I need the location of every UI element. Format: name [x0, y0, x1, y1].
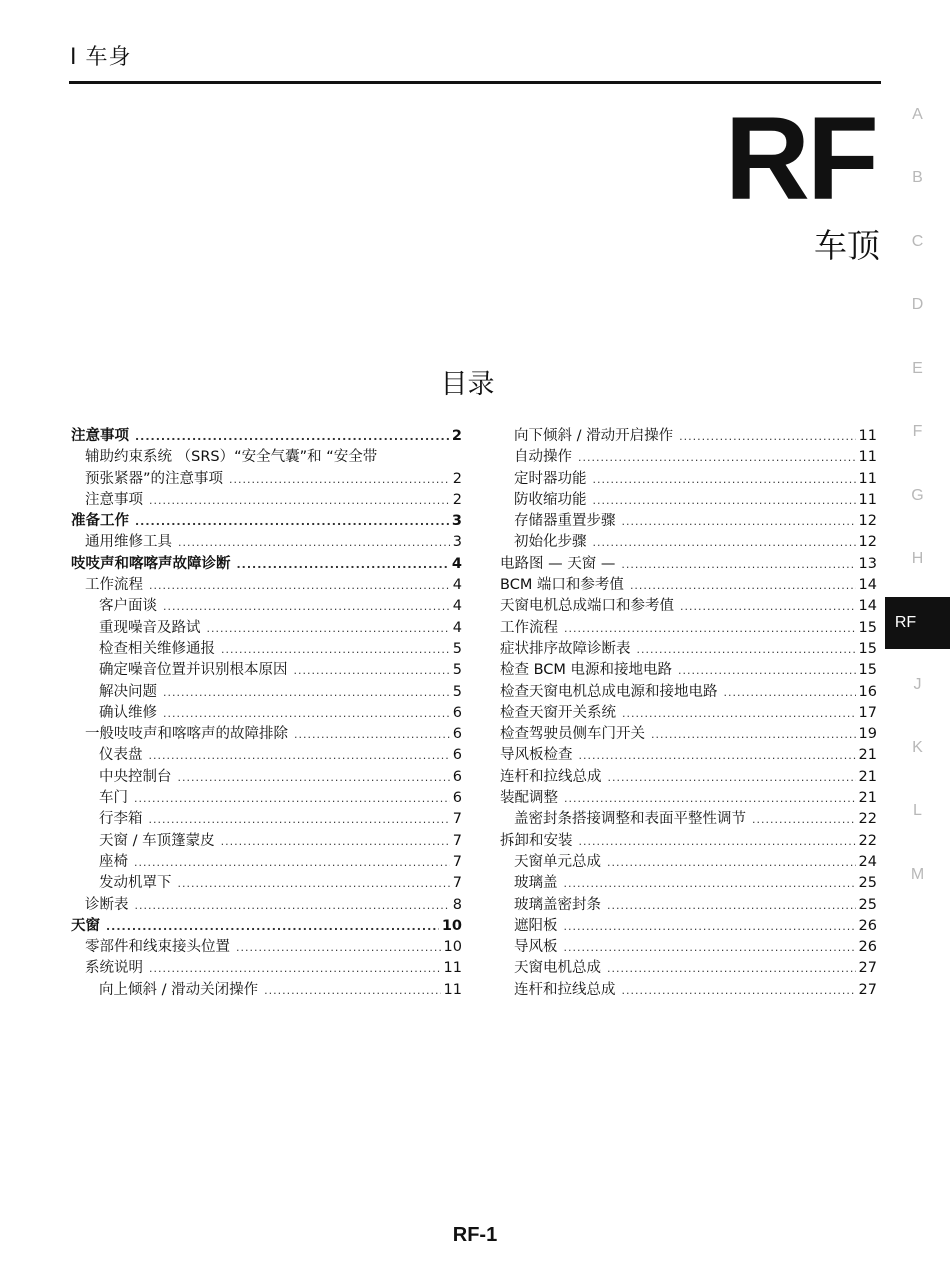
- toc-entry-title: 座椅: [99, 853, 128, 870]
- toc-leader-dots: [621, 554, 855, 575]
- chapter-title: 车顶: [814, 226, 880, 265]
- toc-entry-title: 检查天窗电机总成电源和接地电路: [500, 683, 718, 700]
- toc-leader-dots: [564, 618, 856, 639]
- toc-entry-page: 27: [858, 960, 877, 977]
- toc-entry-title: 症状排序故障诊断表: [500, 640, 631, 657]
- toc-entry-page: 6: [452, 726, 462, 743]
- toc-entry-page: 5: [452, 640, 462, 657]
- toc-leader-dots: [221, 639, 450, 660]
- toc-entry-title: 电路图 — 天窗 —: [500, 555, 616, 572]
- toc-entry-page: 26: [858, 917, 877, 934]
- toc-entry-title: 仪表盘: [99, 747, 143, 764]
- toc-entry-title: 吱吱声和喀喀声故障诊断: [71, 555, 231, 572]
- section-tab-c[interactable]: [885, 216, 950, 268]
- toc-entry[interactable]: [500, 618, 877, 639]
- toc-entry-page: 3: [451, 513, 462, 530]
- toc-entry-title: 玻璃盖: [514, 875, 558, 892]
- toc-entry-title: 天窗: [71, 917, 100, 934]
- toc-entry-page: 16: [858, 683, 877, 700]
- toc-leader-dots: [579, 831, 856, 852]
- toc-entry-page: 4: [452, 619, 462, 636]
- toc-entry-title: BCM 端口和参考值: [500, 577, 624, 594]
- toc-entry-title: 确定噪音位置并识别根本原因: [99, 662, 288, 679]
- toc-entry-title: 发动机罩下: [99, 875, 172, 892]
- toc-entry-page: 25: [858, 875, 877, 892]
- toc-entry-page: 11: [858, 428, 877, 444]
- toc-leader-dots: [264, 980, 440, 1001]
- section-tab-h[interactable]: [885, 533, 950, 585]
- header-divider: [69, 81, 881, 84]
- toc-entry[interactable]: [71, 426, 462, 447]
- section-tab-label: RF: [894, 614, 917, 631]
- toc-entry-page: 11: [858, 470, 877, 487]
- toc-entry[interactable]: [500, 831, 877, 852]
- section-tab-b[interactable]: [885, 152, 950, 204]
- toc-leader-dots: [679, 426, 855, 447]
- toc-entry[interactable]: [500, 682, 877, 703]
- section-tab-rf[interactable]: [885, 597, 950, 649]
- toc-entry-title: 检查相关维修通报: [99, 640, 215, 657]
- toc-leader-dots: [608, 767, 856, 788]
- section-tab-label: J: [913, 676, 922, 693]
- section-tab-m[interactable]: [885, 849, 950, 901]
- toc-entry-page: 2: [451, 428, 462, 444]
- toc-leader-dots: [237, 554, 449, 575]
- toc-entry-title: 准备工作: [71, 513, 129, 530]
- toc-leader-dots: [622, 703, 856, 724]
- toc-entry-title: 自动操作: [514, 449, 572, 466]
- toc-entry[interactable]: [500, 745, 877, 766]
- toc-entry-page: 11: [443, 960, 462, 977]
- section-tab-e[interactable]: [885, 343, 950, 395]
- toc-entry-title: 预张紧器”的注意事项: [85, 470, 224, 487]
- toc-entry-title: 注意事项: [71, 428, 129, 444]
- toc-leader-dots: [564, 937, 856, 958]
- toc-entry[interactable]: [71, 469, 462, 490]
- toc-leader-dots: [207, 618, 450, 639]
- toc-entry-title: 行李箱: [99, 811, 143, 828]
- toc-leader-dots: [163, 703, 450, 724]
- toc-leader-dots: [178, 767, 450, 788]
- toc-entry-title: 一般吱吱声和喀喀声的故障排除: [85, 726, 288, 743]
- toc-entry[interactable]: [500, 490, 877, 511]
- toc-entry-title: 工作流程: [85, 577, 143, 594]
- toc-leader-dots: [630, 575, 856, 596]
- toc-entry-page: 24: [858, 853, 877, 870]
- toc-entry-page: 21: [858, 790, 877, 807]
- toc-leader-dots: [149, 745, 450, 766]
- section-tab-label: H: [911, 550, 924, 567]
- toc-entry-page: 22: [858, 811, 877, 828]
- toc-entry-page: 21: [858, 768, 877, 785]
- toc-entry[interactable]: [71, 618, 462, 639]
- toc-entry-title: 客户面谈: [99, 598, 157, 615]
- toc-entry[interactable]: [500, 575, 877, 596]
- section-tab-label: L: [913, 802, 922, 819]
- toc-leader-dots: [593, 490, 856, 511]
- toc-entry-title: 定时器功能: [514, 470, 587, 487]
- toc-entry-title: 检查天窗开关系统: [500, 704, 616, 721]
- toc-entry[interactable]: [71, 980, 462, 1001]
- toc-leader-dots: [564, 916, 856, 937]
- toc-entry-title: 装配调整: [500, 790, 558, 807]
- toc-entry-title: 确认维修: [99, 704, 157, 721]
- toc-entry-page: 26: [858, 939, 877, 956]
- section-tab-j[interactable]: [885, 659, 950, 711]
- toc-entry[interactable]: [500, 447, 877, 468]
- toc-entry[interactable]: [71, 682, 462, 703]
- section-label: I 车身: [70, 45, 132, 70]
- toc-entry-title: 工作流程: [500, 619, 558, 636]
- toc-leader-dots: [221, 831, 450, 852]
- toc-entry-page: 5: [452, 683, 462, 700]
- toc-entry-page: 21: [858, 747, 877, 764]
- toc-entry-title: 天窗电机总成端口和参考值: [500, 598, 674, 615]
- toc-entry-title: 注意事项: [85, 491, 143, 508]
- toc-leader-dots: [134, 788, 450, 809]
- toc-entry-page: 10: [443, 939, 462, 956]
- toc-entry-page: 11: [443, 981, 462, 998]
- toc-entry[interactable]: [71, 447, 462, 468]
- toc-entry-page: 22: [858, 832, 877, 849]
- toc-entry[interactable]: [500, 852, 877, 873]
- toc-entry[interactable]: [500, 767, 877, 788]
- section-tab-a[interactable]: [885, 89, 950, 141]
- toc-leader-dots: [135, 511, 449, 532]
- toc-entry-title: 连杆和拉线总成: [500, 768, 602, 785]
- toc-entry[interactable]: [71, 745, 462, 766]
- toc-entry-page: 17: [858, 704, 877, 721]
- toc-entry[interactable]: [71, 660, 462, 681]
- toc-entry[interactable]: [500, 660, 877, 681]
- toc-entry-title: 天窗 / 车顶篷蒙皮: [99, 832, 215, 849]
- toc-entry-page: 2: [452, 491, 462, 508]
- toc-leader-dots: [236, 937, 441, 958]
- section-index-tabs: [885, 0, 950, 1265]
- section-tab-label: D: [911, 296, 924, 313]
- toc-entry[interactable]: [500, 469, 877, 490]
- section-tab-f[interactable]: [885, 406, 950, 458]
- section-tab-g[interactable]: [885, 470, 950, 522]
- toc-entry[interactable]: [71, 639, 462, 660]
- toc-entry-page: 13: [858, 555, 877, 572]
- toc-leader-dots: [752, 809, 856, 830]
- toc-entry[interactable]: [71, 554, 462, 575]
- toc-entry-title: 中央控制台: [99, 768, 172, 785]
- toc-leader-dots: [149, 958, 441, 979]
- toc-leader-dots: [163, 596, 450, 617]
- toc-entry[interactable]: [71, 788, 462, 809]
- toc-entry-title: 检查 BCM 电源和接地电路: [500, 662, 673, 679]
- toc-entry-title: 遮阳板: [514, 917, 558, 934]
- toc-leader-dots: [149, 809, 450, 830]
- toc-leader-dots: [622, 980, 856, 1001]
- toc-entry-page: 5: [452, 662, 462, 679]
- toc-entry-title: 玻璃盖密封条: [514, 896, 601, 913]
- toc-leader-dots: [607, 958, 856, 979]
- toc-entry[interactable]: [500, 937, 877, 958]
- toc-leader-dots: [178, 873, 450, 894]
- toc-entry[interactable]: [500, 980, 877, 1001]
- toc-entry[interactable]: [500, 703, 877, 724]
- toc-entry-title: 初始化步骤: [514, 534, 587, 551]
- toc-entry-page: 4: [451, 555, 462, 572]
- toc-entry-title: 向上倾斜 / 滑动关闭操作: [99, 981, 259, 998]
- toc-entry[interactable]: [500, 724, 877, 745]
- section-tab-label: K: [912, 739, 923, 756]
- toc-entry[interactable]: [71, 596, 462, 617]
- section-tab-label: F: [912, 423, 923, 440]
- toc-entry-title: 向下倾斜 / 滑动开启操作: [514, 428, 674, 444]
- section-tab-d[interactable]: [885, 279, 950, 331]
- toc-entry-title: 导风板: [514, 939, 558, 956]
- toc-leader-dots: [229, 469, 450, 490]
- toc-entry-title: 通用维修工具: [85, 534, 172, 551]
- toc-leader-dots: [622, 511, 856, 532]
- toc-entry[interactable]: [71, 703, 462, 724]
- toc-entry-page: 12: [858, 513, 877, 530]
- toc-entry[interactable]: [500, 639, 877, 660]
- toc-column-right: [500, 426, 877, 1001]
- toc-entry-page: 7: [452, 853, 462, 870]
- section-tab-label: C: [911, 233, 924, 250]
- toc-entry[interactable]: [71, 724, 462, 745]
- toc-leader-dots: [134, 852, 450, 873]
- section-tab-label: E: [912, 360, 923, 377]
- toc-entry[interactable]: [71, 873, 462, 894]
- toc-leader-dots: [106, 916, 439, 937]
- toc-entry[interactable]: [500, 895, 877, 916]
- toc-entry[interactable]: [500, 596, 877, 617]
- toc-entry[interactable]: [71, 532, 462, 553]
- toc-entry-page: 11: [858, 449, 877, 466]
- toc-entry-page: 3: [452, 534, 462, 551]
- toc-entry[interactable]: [500, 809, 877, 830]
- toc-leader-dots: [651, 724, 856, 745]
- toc-entry-title: 辅助约束系统 （SRS）“安全气囊”和 “安全带: [85, 449, 378, 466]
- toc-leader-dots: [294, 660, 450, 681]
- toc-entry[interactable]: [71, 831, 462, 852]
- toc-entry[interactable]: [500, 958, 877, 979]
- toc-entry-title: 零部件和线束接头位置: [85, 939, 230, 956]
- toc-leader-dots: [680, 596, 856, 617]
- section-tab-label: B: [912, 169, 923, 186]
- toc-entry[interactable]: [71, 852, 462, 873]
- section-tab-k[interactable]: [885, 722, 950, 774]
- toc-entry-page: 27: [858, 981, 877, 998]
- toc-leader-dots: [135, 426, 449, 447]
- toc-entry-page: 15: [858, 640, 877, 657]
- toc-heading: 目录: [440, 369, 495, 400]
- toc-leader-dots: [294, 724, 450, 745]
- toc-entry-page: 6: [452, 747, 462, 764]
- toc-entry[interactable]: [500, 873, 877, 894]
- toc-entry-page: 6: [452, 768, 462, 785]
- toc-entry-title: 导风板检查: [500, 747, 573, 764]
- toc-entry-title: 天窗电机总成: [514, 960, 601, 977]
- toc-leader-dots: [678, 660, 856, 681]
- toc-entry[interactable]: [71, 958, 462, 979]
- toc-entry-title: 防收缩功能: [514, 491, 587, 508]
- toc-entry-page: 25: [858, 896, 877, 913]
- section-tab-label: A: [912, 106, 923, 123]
- toc-entry[interactable]: [71, 895, 462, 916]
- toc-entry[interactable]: [71, 916, 462, 937]
- toc-leader-dots: [178, 532, 450, 553]
- toc-entry-title: 诊断表: [85, 896, 129, 913]
- toc-entry-title: 检查驾驶员侧车门开关: [500, 726, 645, 743]
- toc-leader-dots: [637, 639, 856, 660]
- page-number: RF-1: [452, 1224, 498, 1246]
- toc-leader-dots: [724, 682, 856, 703]
- toc-entry-page: 7: [452, 811, 462, 828]
- toc-entry[interactable]: [500, 788, 877, 809]
- toc-entry-page: 7: [452, 832, 462, 849]
- toc-entry-page: 8: [452, 896, 462, 913]
- section-tab-label: G: [911, 487, 924, 504]
- toc-entry-page: 6: [452, 790, 462, 807]
- toc-entry[interactable]: [500, 532, 877, 553]
- toc-entry-title: 车门: [99, 790, 128, 807]
- toc-leader-dots: [593, 469, 856, 490]
- toc-leader-dots: [593, 532, 856, 553]
- toc-leader-dots: [564, 873, 856, 894]
- toc-entry-page: 7: [452, 875, 462, 892]
- toc-entry-page: 11: [858, 491, 877, 508]
- toc-entry-page: 2: [452, 470, 462, 487]
- toc-entry[interactable]: [500, 916, 877, 937]
- toc-column-left: [71, 426, 462, 1001]
- toc-entry-title: 天窗单元总成: [514, 853, 601, 870]
- toc-entry-page: 10: [441, 917, 462, 934]
- toc-entry-page: 15: [858, 662, 877, 679]
- toc-leader-dots: [607, 852, 856, 873]
- toc-entry[interactable]: [71, 490, 462, 511]
- toc-leader-dots: [163, 682, 450, 703]
- toc-entry-title: 重现噪音及路试: [99, 619, 201, 636]
- toc-leader-dots: [578, 447, 856, 468]
- toc-entry-page: 15: [858, 619, 877, 636]
- toc-entry-page: 4: [452, 598, 462, 615]
- toc-entry-title: 盖密封条搭接调整和表面平整性调节: [514, 811, 746, 828]
- toc-leader-dots: [564, 788, 856, 809]
- toc-entry-page: 14: [858, 577, 877, 594]
- toc-entry[interactable]: [71, 575, 462, 596]
- toc-leader-dots: [149, 490, 450, 511]
- toc-leader-dots: [579, 745, 856, 766]
- toc-entry-page: 14: [858, 598, 877, 615]
- toc-entry[interactable]: [500, 511, 877, 532]
- toc-entry-title: 拆卸和安装: [500, 832, 573, 849]
- chapter-code: RF: [724, 93, 876, 225]
- toc-leader-dots: [135, 895, 450, 916]
- toc-entry[interactable]: [71, 937, 462, 958]
- toc-entry[interactable]: [500, 426, 877, 447]
- toc-leader-dots: [149, 575, 450, 596]
- toc-entry[interactable]: [71, 809, 462, 830]
- toc-entry-title: 存储器重置步骤: [514, 513, 616, 530]
- toc-entry-title: 系统说明: [85, 960, 143, 977]
- toc-entry-page: 12: [858, 534, 877, 551]
- toc-entry-title: 连杆和拉线总成: [514, 981, 616, 998]
- toc-entry[interactable]: [500, 554, 877, 575]
- toc-entry[interactable]: [71, 767, 462, 788]
- toc-leader-dots: [607, 895, 856, 916]
- toc-entry[interactable]: [71, 511, 462, 532]
- section-tab-label: M: [910, 866, 925, 883]
- toc-entry-page: 6: [452, 704, 462, 721]
- toc-entry-title: 解决问题: [99, 683, 157, 700]
- toc-entry-page: 19: [858, 726, 877, 743]
- toc-entry-page: 4: [452, 577, 462, 594]
- section-tab-l[interactable]: [885, 785, 950, 837]
